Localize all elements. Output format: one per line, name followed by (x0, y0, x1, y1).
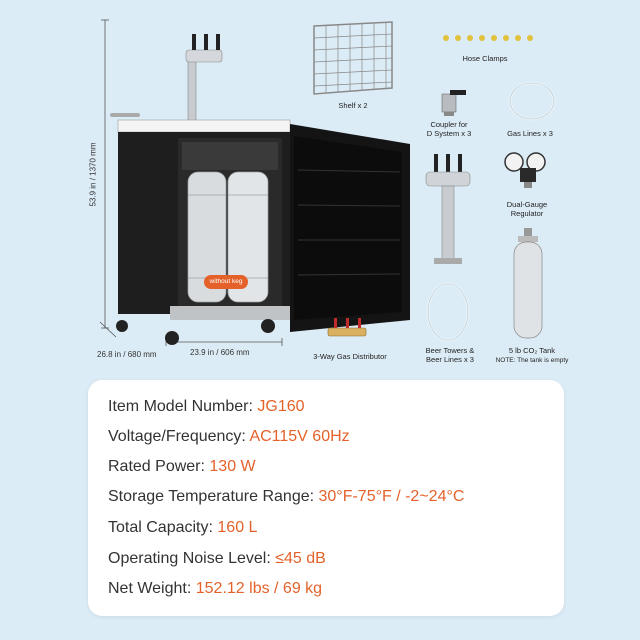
towers-label-line2: Beer Lines x 3 (426, 355, 474, 364)
coupler-label (414, 120, 484, 138)
spec-weight-value: 152.12 lbs / 69 kg (195, 580, 323, 597)
shelf-illustration (308, 20, 398, 96)
beer-tower-illustration (420, 152, 476, 352)
spec-model-label: Item Model Number: (108, 398, 258, 415)
spec-power (108, 458, 256, 476)
gas-lines-label: Gas Lines x 3 (507, 129, 553, 138)
spec-temperature-value: 30°F-75°F / -2~24°C (318, 488, 465, 505)
gas-lines-illustration (504, 76, 560, 126)
spec-temperature-label: Storage Temperature Range: (108, 488, 319, 505)
co2-tank-label-line1: 5 lb CO₂ Tank (508, 346, 556, 355)
hose-clamps-label: Hose Clamps (462, 54, 508, 63)
height-dimension: 53.9 in / 1370 mm (88, 142, 98, 207)
spec-weight (108, 580, 322, 598)
spec-temperature (108, 488, 464, 506)
spec-capacity (108, 519, 257, 537)
spec-noise (108, 550, 326, 568)
distributor-label: 3-Way Gas Distributor (313, 352, 387, 361)
towers-label-line1: Beer Towers & (425, 346, 475, 355)
spec-model-value: JG160 (257, 398, 305, 415)
hose-clamps-illustration (438, 28, 538, 46)
coupler-illustration (430, 88, 470, 118)
regulator-label (496, 200, 558, 218)
spec-card (88, 380, 564, 616)
spec-capacity-label: Total Capacity: (108, 519, 218, 536)
co2-tank-label (482, 346, 582, 365)
gas-distributor-illustration (322, 316, 372, 346)
spec-voltage-label: Voltage/Frequency: (108, 428, 250, 445)
spec-noise-value: ≤45 dB (275, 550, 326, 567)
coupler-label-line1: Coupler for (430, 120, 468, 129)
regulator-label-line2: Regulator (510, 209, 544, 218)
regulator-label-line1: Dual-Gauge (506, 200, 548, 209)
regulator-illustration (502, 150, 552, 190)
depth-dimension: 26.8 in / 680 mm (97, 350, 157, 359)
spec-capacity-value: 160 L (217, 519, 258, 536)
coupler-label-line2: D System x 3 (426, 129, 472, 138)
spec-weight-label: Net Weight: (108, 580, 196, 597)
co2-tank-illustration (508, 226, 548, 342)
without-keg-badge: without keg (204, 275, 248, 289)
spec-model (108, 398, 305, 416)
spec-voltage (108, 428, 350, 446)
spec-power-label: Rated Power: (108, 458, 210, 475)
shelf-label: Shelf x 2 (338, 101, 368, 110)
spec-voltage-value: AC115V 60Hz (249, 428, 350, 445)
co2-tank-label-line2: NOTE: The tank is empty (495, 357, 569, 364)
towers-label (414, 346, 486, 364)
width-dimension: 23.9 in / 606 mm (190, 348, 250, 357)
spec-power-value: 130 W (209, 458, 256, 475)
spec-noise-label: Operating Noise Level: (108, 550, 276, 567)
